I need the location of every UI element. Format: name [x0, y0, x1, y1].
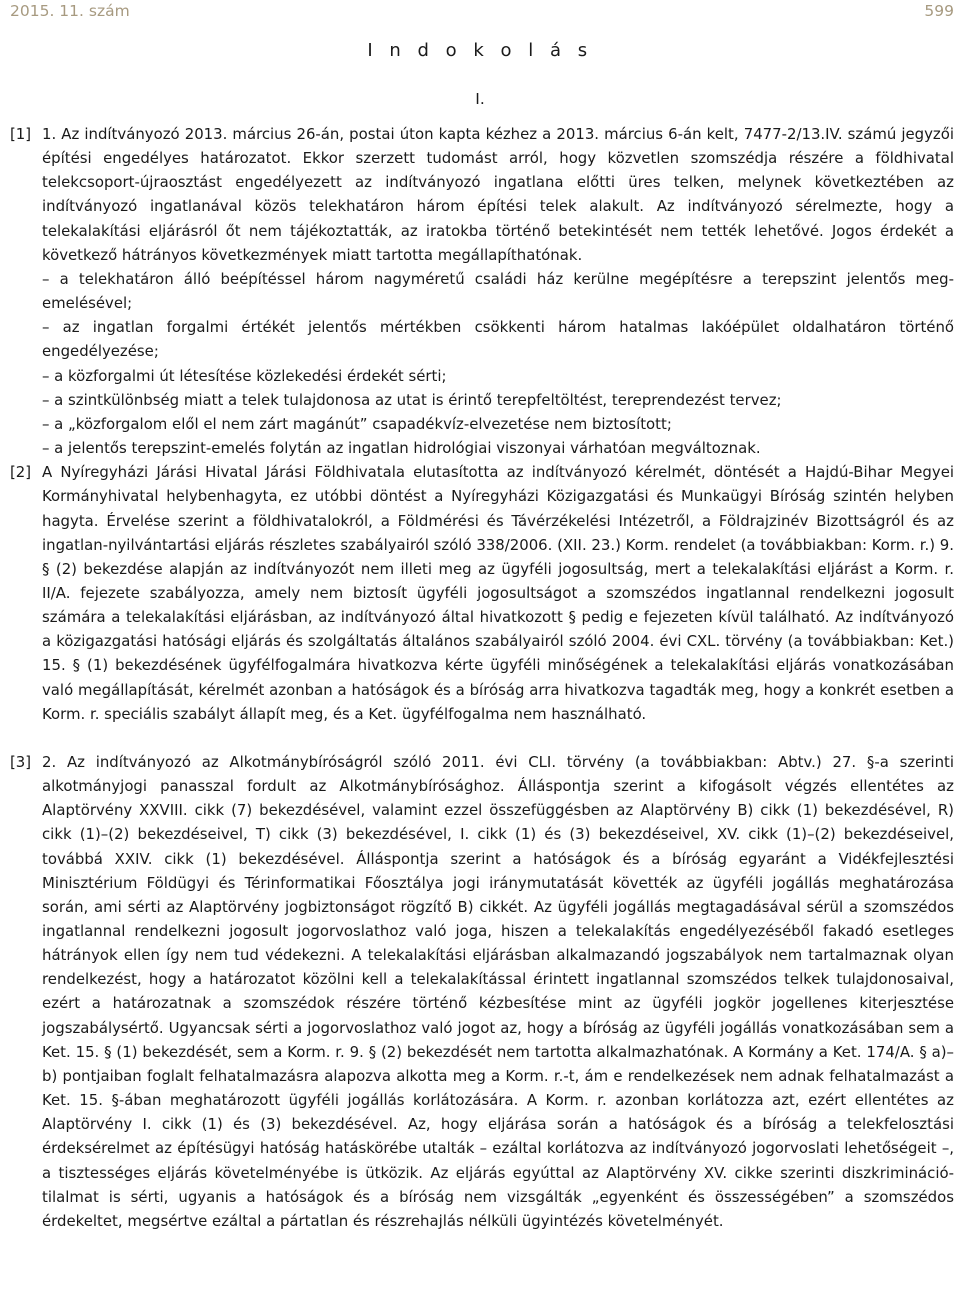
document-body [0, 122, 960, 1233]
paragraph-marker: [3] [10, 752, 32, 771]
page-number: 599 [924, 2, 954, 20]
list-item: – a telekhatáron álló beépítéssel három nagyméretű családi ház kerülne megépítésre a terepszint jelentős megemelésével; [42, 269, 954, 313]
list-item: – a közforgalmi út létesítése közlekedési érdekét sérti; [42, 366, 447, 385]
paragraph-spacer [0, 726, 960, 750]
paragraph-marker: [2] [10, 463, 32, 482]
list-item: – a jelentős terepszint-emelés folytán az ingatlan hidrológiai viszonyai várhatóan megváltoznak. [42, 439, 761, 458]
list-item: – az ingatlan forgalmi értékét jelentős mértékben csökkenti három hatalmas lakóépület oldalhatáron történő engedélyezése; [42, 318, 954, 361]
paragraph-text: 1. Az indítványozó 2013. március 26-án, postai úton kapta kézhez a 2013. március 6-án kelt, 7477-2/13.IV. számú jegyzői építési engedélyes határozatot. Ekkor szerzett tudomást arról, hogy közvetlen szomszédja részére a földhivatal telekcsoport-újraosztást engedélyezett az indítványozó ingatlana előtti üres telken, melynek következtében az indítványozó ingatlanával közös telekhatáron három építési telek alakult. Az indítványozó sérelmezte, hogy a telekalakítási eljárásról őt nem tájékoztatták, az iratokba történő betekintését nem tették lehetővé. Jogos érdekét a következő hátrányos következmények miatt tartotta megállapíthatónak. [42, 125, 954, 264]
paragraph-marker: [1] [10, 125, 32, 143]
issue-label: 2015. 11. szám [10, 2, 130, 20]
paragraph-3 [10, 750, 954, 1233]
list-item: – a „közforgalom elől el nem zárt magánút” csapadékvíz-elvezetése nem biztosított; [42, 414, 672, 433]
page-header [10, 2, 954, 26]
paragraph-text: 2. Az indítványozó az Alkotmánybíróságról szóló 2011. évi CLI. törvény (a továbbiakban: Abtv.) 27. §-a szerinti alkotmányjogi panasszal fordult az Alkotmánybírósághoz. Álláspontja szerint a kifogásolt végzés ellentétes az Alaptörvény XXVIII. cikk (7) bekezdésével, valamint ezzel összefüggésben az Alaptörvény B) cikk (1) bekezdésével, R) cikk (1)–(2) bekezdéseivel, T) cikk (3) bekezdésével, I. cikk (1) és (3) bekezdéseivel, XV. cikk (1)–(2) bekezdéseivel, továbbá XXIV. cikk (1) bekezdésével. Álláspontja szerint a hatóságok és a bíróság egyaránt a Vidékfejlesztési Minisztérium Földügyi és Térinformatikai Főosztálya jogi iránymutatását követték az ügyféli jogállás meghatározása során, ami sérti az Alaptörvény jogbiztonságot rögzítő B) cikkét. Az ügyféli jogállás megtagadásával sérül a szomszédos ingatlannal rendelkezni jogosult jogorvoslathoz való joga, hiszen a telekalakítás engedélyezéséből fakadó esetleges hátrányok ellen így nem tud védekezni. A telekalakítási eljárásban alkalmazandó jogszabályok nem tartalmaznak olyan rendelkezést, hogy a határozatot közölni kell a telekalakítással érintett ingatlannal szomszédos telkek tulajdonosaival, ezért a határozatnak a szomszédok részére történő kézbesítése mint az ügyféli jogkör jogellenes kiterjesztése jogszabálysértő. Ugyancsak sérti a jogorvoslathoz való jogot az, hogy a bíróság az ügyféli jogállás vonatkozásában sem a Ket. 15. § (1) bekezdését, sem a Korm. r. 9. § (2) bekezdését nem tartotta alkalmazhatónak. A Kormány a Ket. 174/A. § a)–b) pontjaiban foglalt felhatalmazásra alapozva alkotta meg a Korm. r.-t, ám e rendelkezések nem adnak felhatalmazást a Ket. 15. §-ában meghatározott ügyféli jogállás korlátozására. A Korm. r. azonban korlátozza azt, ezért ellentétes az Alaptörvény I. cikk (1) és (3) bekezdésével. Az, hogy eljárása során a hatóságok és a bíróság a telekfelosztási érdeksérelmet az építésügyi hatóság hatáskörébe utalták – ezáltal korlátozva az indítványozó jogorvoslati lehetőségeit –, a tisztességes eljárás követelményébe is ütközik. Az eljárás egyúttal az Alaptörvény XV. cikke szerinti diszkriminációtilalmat is sérti, ugyanis a hatóságok és a bíróság nem vizsgálták „egyenként és összességében” a szomszédos érdekeltet, megsértve ezáltal a pártatlan és részrehajlás nélküli ügyintézés követelményét. [42, 752, 954, 1230]
list-item: – a szintkülönbség miatt a telek tulajdonosa az utat is érintő terepfeltöltést, tereprendezést tervez; [42, 390, 782, 409]
paragraph-1 [10, 122, 954, 460]
section-title: I n d o k o l á s [367, 40, 593, 61]
paragraph-2 [10, 460, 954, 726]
paragraph-text: A Nyíregyházi Járási Hivatal Járási Földhivatala elutasította az indítványozó kérelmét, döntését a Hajdú-Bihar Megyei Kormányhivatal helybenhagyta, ez utóbbi döntést a Nyíregyházi Közigazgatási és Munkaügyi Bíróság szintén helyben hagyta. Érvelése szerint a földhivatalokról, a Földmérési és Távérzékelési Intézetről, a Földrajzinév Bizottságról és az ingatlan-nyilvántartási eljárás részletes szabályairól szóló 338/2006. (XII. 23.) Korm. rendelet (a továbbiakban: Korm. r.) 9. § (2) bekezdése alapján az indítványozót nem illeti meg az ügyféli jogosultság, mert a telekalakítási eljárást a Korm. r. II/A. fejezete szabályozza, amely nem biztosít ügyféli jogosultságot a szomszédos ingatlannal rendelkezni jogosult számára a telekalakítási eljárásban, az indítványozó által hivatkozott § pedig e fejezeten kívül található. Az indítványozó a közigazgatási hatósági eljárás és szolgáltatás általános szabályairól szóló 2004. évi CXL. törvény (a továbbiakban: Ket.) 15. § (1) bekezdésének ügyfélfogalmára hivatkozva kérte ügyféli minőségének a telekalakítási eljárás vonatkozásában való megállapítását, kérelmét azonban a hatóságok és a bíróság arra hivatkozva tagadták meg, hogy a konkrét esetben a Korm. r. speciális szabályt állapít meg, és a Ket. ügyfélfogalma nem használható. [42, 463, 954, 723]
section-number: I. [475, 90, 485, 108]
